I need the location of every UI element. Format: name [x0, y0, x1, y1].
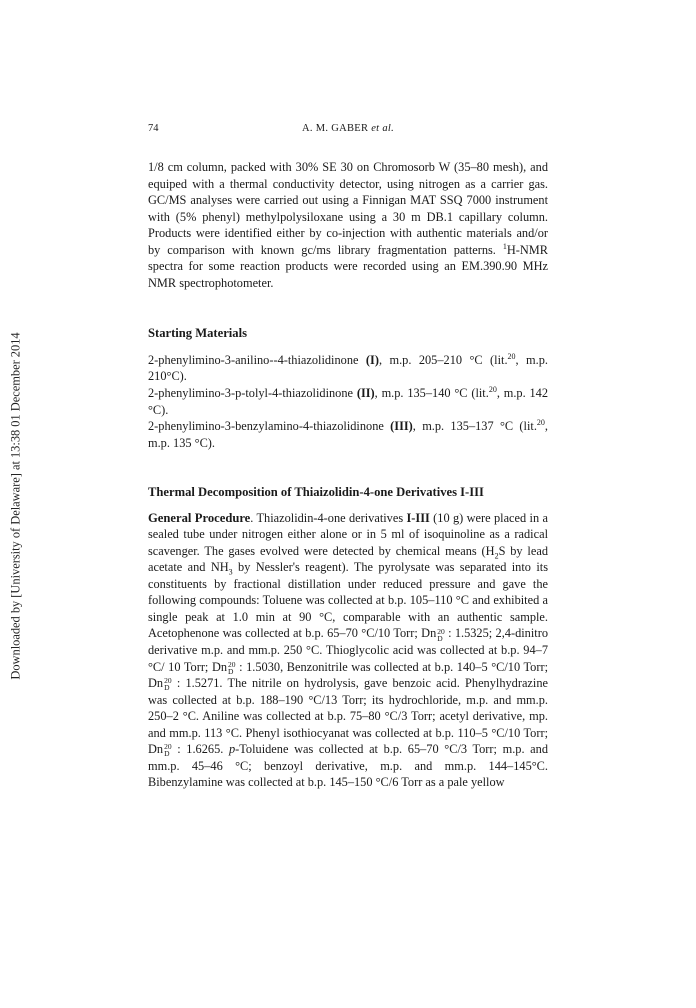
gp-text: by Nessler's reagent). The pyrolysate was separated into its constituents by fractional distillation under reduced pressure and gave the following compounds: Toluene was collected at b.p. 105–110 °C and exhibited a single peak at 1.0 min at 90 °C, comparable with an authentic sample. Acetophenone was collected at b.p. 65–70 °C/10 Torr; — [148, 560, 548, 641]
intro-paragraph — [148, 159, 548, 291]
gp-text: . Thiazolidin-4-one derivatives — [250, 510, 407, 525]
page-header — [148, 123, 548, 139]
dn-sub: D — [437, 633, 443, 643]
dn-base: Dn — [148, 742, 164, 757]
thermal-section-heading: Thermal Decomposition of Thiaizolidin-4-one Derivatives I-III — [148, 485, 484, 500]
compound-ref: 20 — [507, 351, 516, 361]
running-head-author: A. M. GABER — [301, 123, 369, 134]
dn-sub: D — [228, 666, 234, 676]
gp-text: : 1.5325; 2,4-dinitro derivative m.p. and mm.p. 250 °C. Thioglycolic acid was collected at b.p. 94–7 °C/ 10 Torr; — [148, 626, 548, 674]
compound-entry-1 — [148, 352, 548, 385]
general-procedure-label: General Procedure — [148, 510, 251, 525]
running-head — [148, 123, 548, 134]
compound-mp: , m.p. 205–210 °C (lit. — [378, 352, 508, 367]
compound-name: 2-phenylimino-3-benzylamino-4-thiazolidinone — [148, 419, 384, 434]
dn-base: Dn — [148, 676, 164, 691]
compound-lit: , m.p. 210°C). — [148, 352, 549, 384]
download-note-text: Downloaded by [University of Delaware] at 13:38 01 December 2014 — [8, 332, 23, 680]
compound-range: I-III — [406, 510, 430, 525]
compound-mp: , m.p. 135–137 °C (lit. — [412, 419, 537, 434]
dn-sup: 20 — [164, 742, 172, 752]
dn-sup: 20 — [437, 626, 445, 636]
refractive-index-symbol — [421, 626, 445, 643]
dn-sub: D — [164, 749, 170, 759]
gp-text: : 1.5030, Benzonitrile was collected at b.p. 140–5 °C/10 Torr; — [235, 659, 548, 674]
dn-sup: 20 — [164, 676, 172, 686]
compound-entry-3 — [148, 418, 548, 451]
compound-label: (II) — [356, 385, 375, 400]
gp-text: : 1.6265. — [171, 742, 229, 757]
gp-text: (10 g) were placed in a sealed tube under nitrogen either alone or in 5 ml of isoquinoline as a radical scavenger. The gases evolved were detected by chemical means (H — [148, 510, 548, 558]
intro-text-part1: 1/8 cm column, packed with 30% SE 30 on Chromosorb W (35–80 mesh), and equiped with a thermal conductivity detector, using nitrogen as a carrier gas. GC/MS analyses were carried out using a Finnigan MAT SSQ 7000 instrument with (5% phenyl) methylpolysiloxane using a 30 m DB.1 capillary column. Products were identified either by co-injection with authentic materials and/or by comparison with known gc/ms library fragmentation patterns. — [148, 160, 548, 257]
intro-sup: 1 — [502, 241, 507, 251]
gp-text: : 1.5271. The nitrile on hydrolysis, gave benzoic acid. Phenylhydrazine was collected at b.p. 188–190 °C/13 Torr; its hydrochloride, m.p. and mm.p. 250–2 °C. Aniline was collected at b.p. 75–80 °C/3 Torr; acetyl derivative, mp. and mm.p. 113 °C. Phenyl isothiocyanat was collected at b.p. 110–5 °C/10 Torr; — [148, 676, 548, 740]
intro-text-part2: H-NMR spectra for some reaction products were recorded using an EM.390.90 MHz NMR spectrophotometer. — [148, 242, 548, 290]
refractive-index-symbol — [212, 660, 236, 674]
running-head-etal: et al. — [371, 123, 395, 134]
compound-name: 2-phenylimino-3-anilino--4-thiazolidinone — [148, 352, 359, 367]
gp-text: S by lead acetate and NH — [148, 543, 548, 575]
page-number: 74 — [148, 123, 159, 134]
refractive-index-symbol — [148, 742, 172, 759]
general-procedure-paragraph — [148, 510, 548, 791]
compound-lit: , m.p. 135 °C). — [148, 419, 548, 450]
compound-ref: 20 — [488, 384, 497, 394]
dn-base: Dn — [421, 626, 437, 641]
compound-label: (I) — [365, 352, 379, 367]
dn-sup: 20 — [228, 659, 236, 669]
body-text — [148, 159, 548, 791]
download-watermark — [0, 0, 32, 1008]
italic-prefix: p — [228, 742, 236, 757]
dn-sub: D — [164, 683, 170, 693]
refractive-index-symbol — [148, 676, 172, 693]
compound-ref: 20 — [536, 417, 545, 427]
subscript: 2 — [494, 551, 499, 561]
compound-name: 2-phenylimino-3-p-tolyl-4-thiazolidinone — [148, 385, 353, 400]
compound-mp: , m.p. 135–140 °C (lit. — [374, 385, 489, 400]
starting-materials-heading: Starting Materials — [148, 326, 247, 341]
gp-text: -Toluidene was collected at b.p. 65–70 °C/3 Torr; m.p. and mm.p. 45–46 °C; benzoyl derivative, m.p. and mm.p. 144–145°C. Bibenzylamine was collected at b.p. 145–150 °C/6 Torr as a pale yellow — [148, 742, 548, 790]
compound-entry-2 — [148, 385, 548, 418]
subscript: 3 — [228, 567, 233, 577]
compound-lit: , m.p. 142 °C). — [148, 385, 549, 417]
dn-base: Dn — [211, 659, 228, 674]
compound-label: (III) — [390, 419, 413, 434]
